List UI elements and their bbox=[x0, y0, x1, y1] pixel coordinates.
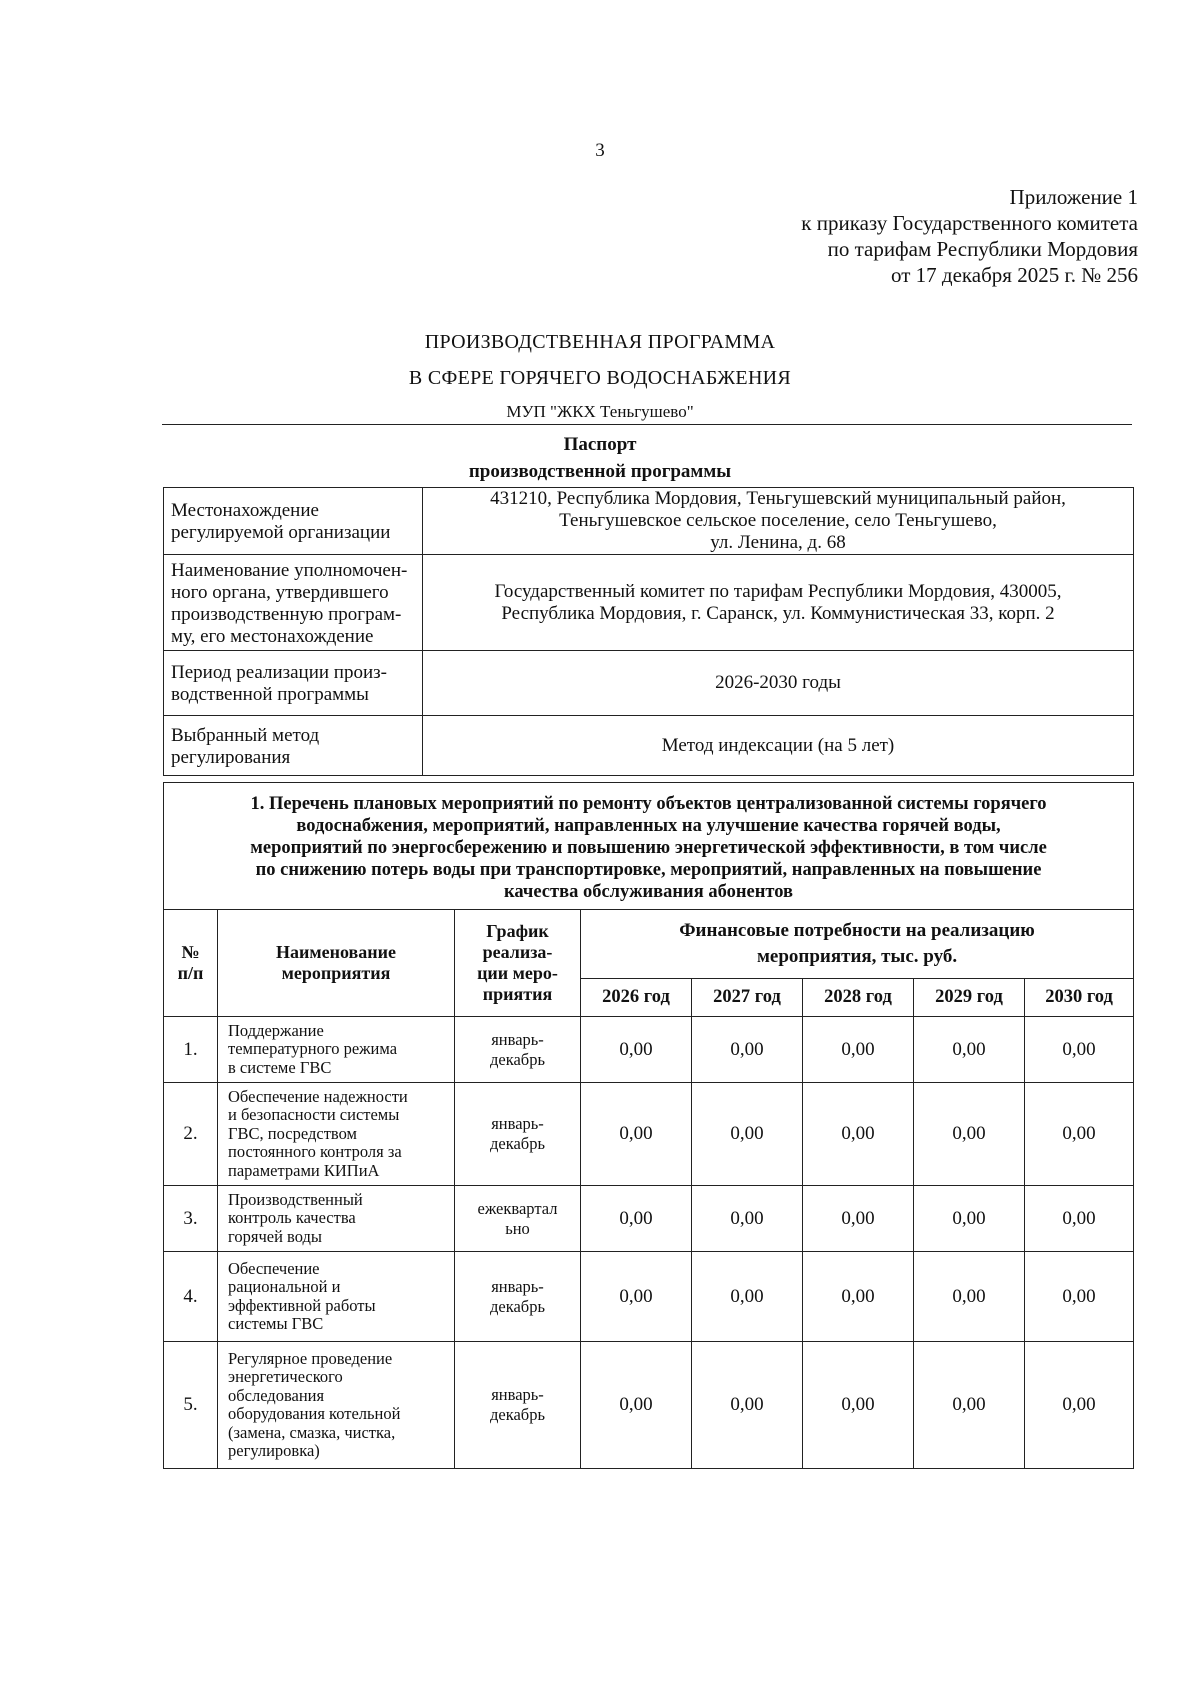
value-2027: 0,00 bbox=[692, 1252, 803, 1342]
passport-label: Наименование уполномочен- ного органа, утвердившего производственную програм- му, его местонахождение bbox=[164, 555, 423, 651]
value-2027: 0,00 bbox=[692, 1017, 803, 1083]
value-2026: 0,00 bbox=[581, 1017, 692, 1083]
measure-name: Обеспечение рациональной и эффективной работы системы ГВС bbox=[218, 1252, 455, 1342]
header-row bbox=[164, 910, 1134, 979]
measure-name: Производственный контроль качества горячей воды bbox=[218, 1186, 455, 1252]
passport-subheading: производственной программы bbox=[468, 461, 732, 482]
value-2029: 0,00 bbox=[914, 1083, 1025, 1186]
year-header: 2030 год bbox=[1025, 979, 1134, 1017]
passport-row bbox=[164, 488, 1134, 555]
organization-underline bbox=[162, 424, 1132, 425]
measure-schedule: январь- декабрь bbox=[455, 1252, 581, 1342]
passport-value: Метод индексации (на 5 лет) bbox=[423, 716, 1134, 776]
passport-row bbox=[164, 555, 1134, 651]
document-title: ПРОИЗВОДСТВЕННАЯ ПРОГРАММА bbox=[424, 331, 776, 353]
value-2028: 0,00 bbox=[803, 1342, 914, 1469]
measure-name: Поддержание температурного режима в системе ГВС bbox=[218, 1017, 455, 1083]
passport-label: Период реализации произ- водственной программы bbox=[164, 651, 423, 716]
column-header-schedule: График реализа- ции меро- приятия bbox=[455, 910, 581, 1017]
table-row bbox=[164, 1186, 1134, 1252]
passport-label: Выбранный метод регулирования bbox=[164, 716, 423, 776]
passport-table bbox=[163, 487, 1134, 776]
value-2030: 0,00 bbox=[1025, 1342, 1134, 1469]
column-header-num: № п/п bbox=[164, 910, 218, 1017]
value-2029: 0,00 bbox=[914, 1186, 1025, 1252]
value-2027: 0,00 bbox=[692, 1342, 803, 1469]
table-row bbox=[164, 1017, 1134, 1083]
year-header: 2026 год bbox=[581, 979, 692, 1017]
row-number: 1. bbox=[164, 1017, 218, 1083]
appendix-line: к приказу Государственного комитета bbox=[801, 211, 1138, 235]
page-number: 3 bbox=[595, 140, 605, 161]
row-number: 4. bbox=[164, 1252, 218, 1342]
appendix-line: от 17 декабря 2025 г. № 256 bbox=[891, 263, 1138, 287]
table-row bbox=[164, 1342, 1134, 1469]
measure-name: Обеспечение надежности и безопасности системы ГВС, посредством постоянного контроля за параметрами КИПиА bbox=[218, 1083, 455, 1186]
organization-name: МУП "ЖКХ Теньгушево" bbox=[506, 402, 694, 421]
value-2026: 0,00 bbox=[581, 1342, 692, 1469]
value-2029: 0,00 bbox=[914, 1342, 1025, 1469]
passport-value: Государственный комитет по тарифам Республики Мордовия, 430005, Республика Мордовия, г. Саранск, ул. Коммунистическая 33, корп. 2 bbox=[423, 555, 1134, 651]
passport-label: Местонахождение регулируемой организации bbox=[164, 488, 423, 555]
value-2030: 0,00 bbox=[1025, 1252, 1134, 1342]
value-2029: 0,00 bbox=[914, 1017, 1025, 1083]
value-2030: 0,00 bbox=[1025, 1083, 1134, 1186]
row-number: 5. bbox=[164, 1342, 218, 1469]
passport-value: 2026-2030 годы bbox=[423, 651, 1134, 716]
row-number: 3. bbox=[164, 1186, 218, 1252]
passport-row bbox=[164, 716, 1134, 776]
value-2030: 0,00 bbox=[1025, 1186, 1134, 1252]
year-header: 2027 год bbox=[692, 979, 803, 1017]
value-2028: 0,00 bbox=[803, 1017, 914, 1083]
appendix-line: Приложение 1 bbox=[1009, 185, 1138, 209]
value-2029: 0,00 bbox=[914, 1252, 1025, 1342]
value-2026: 0,00 bbox=[581, 1252, 692, 1342]
passport-value: 431210, Республика Мордовия, Теньгушевский муниципальный район, Теньгушевское сельское поселение, село Теньгушево, ул. Ленина, д. 68 bbox=[423, 488, 1134, 555]
value-2026: 0,00 bbox=[581, 1186, 692, 1252]
document-subtitle: В СФЕРЕ ГОРЯЧЕГО ВОДОСНАБЖЕНИЯ bbox=[408, 367, 792, 389]
measure-schedule: январь- декабрь bbox=[455, 1083, 581, 1186]
passport-row bbox=[164, 651, 1134, 716]
table-row bbox=[164, 1252, 1134, 1342]
appendix-reference bbox=[801, 184, 1138, 288]
row-number: 2. bbox=[164, 1083, 218, 1186]
year-header: 2029 год bbox=[914, 979, 1025, 1017]
table-row bbox=[164, 1083, 1134, 1186]
value-2028: 0,00 bbox=[803, 1186, 914, 1252]
column-header-finance: Финансовые потребности на реализацию мероприятия, тыс. руб. bbox=[581, 910, 1134, 979]
passport-heading: Паспорт bbox=[563, 434, 637, 455]
value-2027: 0,00 bbox=[692, 1186, 803, 1252]
measures-table bbox=[163, 782, 1134, 1469]
section-title: 1. Перечень плановых мероприятий по ремонту объектов централизованной системы горячего водоснабжения, мероприятий, направленных на улучшение качества горячей воды, мероприятий по энергосбережению и повышению энергетической эффективности, в том числе по снижению потерь воды при транспортировке, мероприятий, направленных на повышение качества обслуживания абонентов bbox=[164, 783, 1134, 910]
measure-schedule: январь- декабрь bbox=[455, 1017, 581, 1083]
value-2030: 0,00 bbox=[1025, 1017, 1134, 1083]
value-2028: 0,00 bbox=[803, 1252, 914, 1342]
value-2027: 0,00 bbox=[692, 1083, 803, 1186]
column-header-name: Наименование мероприятия bbox=[218, 910, 455, 1017]
measure-schedule: январь- декабрь bbox=[455, 1342, 581, 1469]
appendix-line: по тарифам Республики Мордовия bbox=[827, 237, 1138, 261]
section-title-row bbox=[164, 783, 1134, 910]
measure-name: Регулярное проведение энергетического обследования оборудования котельной (замена, смазка, чистка, регулировка) bbox=[218, 1342, 455, 1469]
year-header: 2028 год bbox=[803, 979, 914, 1017]
value-2028: 0,00 bbox=[803, 1083, 914, 1186]
measure-schedule: ежеквартал ьно bbox=[455, 1186, 581, 1252]
value-2026: 0,00 bbox=[581, 1083, 692, 1186]
